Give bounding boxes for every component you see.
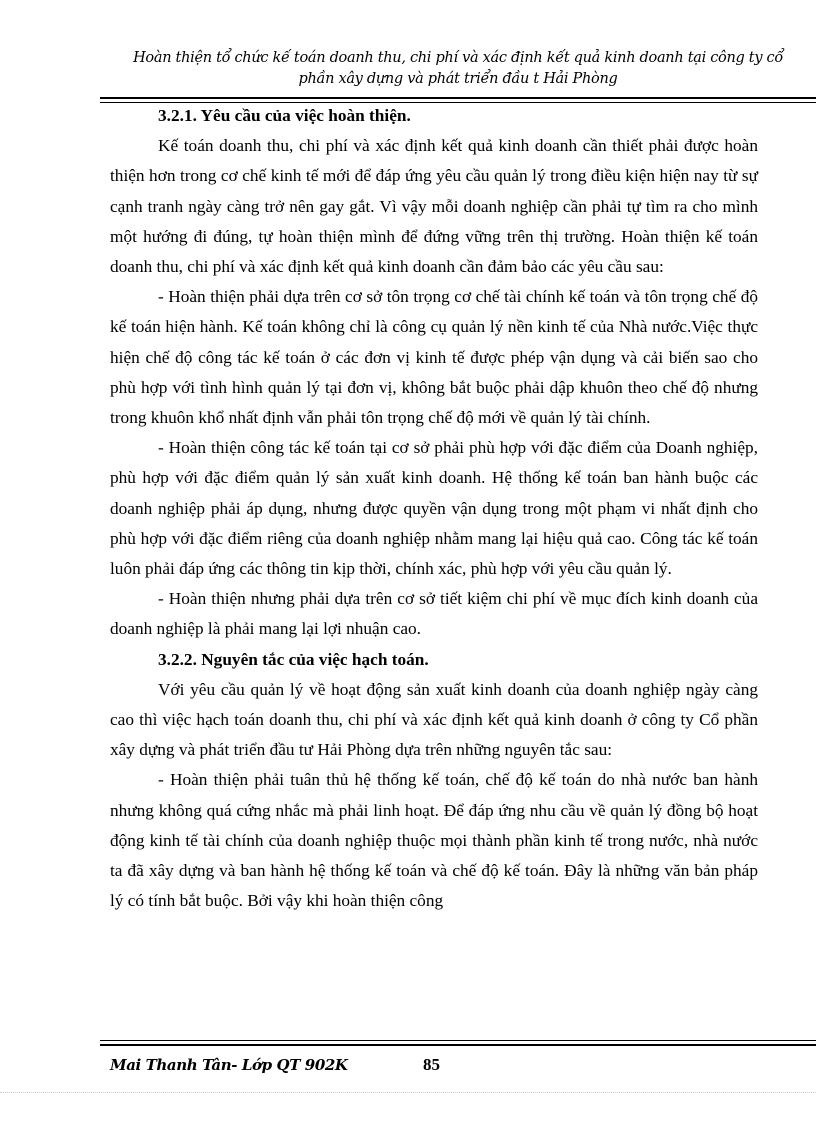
page-body bbox=[110, 101, 758, 916]
running-header bbox=[100, 48, 816, 90]
page-bottom-divider bbox=[0, 1092, 816, 1094]
paragraph: - Hoàn thiện công tác kế toán tại cơ sở phải phù hợp với đặc điểm của Doanh nghiệp, phù hợp với đặc điểm quản lý sản xuất kinh doanh. Hệ thống kế toán ban hành buộc các doanh nghiệp phải áp dụng, nhưng được quyền vận dụng trong một phạm vi nhất định cho phù hợp với đặc điểm riêng của doanh nghiệp nhằm mang lại hiệu quả cao. Công tác kế toán luôn phải đáp ứng các thông tin kịp thời, chính xác, phù hợp với yêu cầu quản lý. bbox=[110, 438, 758, 579]
section-heading-3-2-1: 3.2.1. Yêu cầu của việc hoàn thiện. bbox=[158, 106, 411, 125]
paragraph: - Hoàn thiện phải tuân thủ hệ thống kế toán, chế độ kế toán do nhà nước ban hành nhưng không quá cứng nhắc mà phải linh hoạt. Để đáp ứng nhu cầu về quản lý đồng bộ hoạt động kinh tế tài chính của doanh nghiệp thuộc mọi thành phần kinh tế trong nước, nhà nước ta đã xây dựng và ban hành hệ thống kế toán và chế độ kế toán. Đây là những văn bản pháp lý có tính bắt buộc. Bởi vậy khi hoàn thiện công bbox=[110, 770, 758, 911]
header-line-1: Hoàn thiện tổ chức kế toán doanh thu, chi phí và xác định kết quả kinh doanh tại công ty cổ bbox=[133, 50, 783, 66]
footer-rule-thin bbox=[100, 1040, 816, 1041]
paragraph: Kế toán doanh thu, chi phí và xác định kết quả kinh doanh cần thiết phải được hoàn thiện hơn trong cơ chế kinh tế mới để đáp ứng yêu cầu quản lý trong điều kiện hiện nay từ sự cạnh tranh ngày càng trở nên gay gắt. Vì vậy mỗi doanh nghiệp cần phải tự tìm ra cho mình một hướng đi đúng, tự hoàn thiện mình để đứng vững trên thị trường. Hoàn thiện kế toán doanh thu, chi phí và xác định kết quả kinh doanh cần đảm bảo các yêu cầu sau: bbox=[110, 136, 758, 277]
section-heading-3-2-2: 3.2.2. Nguyên tắc của việc hạch toán. bbox=[158, 649, 429, 669]
footer-author: Mai Thanh Tân- Lớp QT 902K bbox=[110, 1056, 348, 1074]
page-number: 85 bbox=[423, 1055, 440, 1074]
footer-rule-thick bbox=[100, 1044, 816, 1046]
paragraph: Với yêu cầu quản lý về hoạt động sản xuất kinh doanh của doanh nghiệp ngày càng cao thì việc hạch toán doanh thu, chi phí và xác định kết quả kinh doanh ở công ty Cổ phần xây dựng và phát triển đầu tư Hải Phòng dựa trên những nguyên tắc sau: bbox=[110, 679, 758, 760]
paragraph: - Hoàn thiện nhưng phải dựa trên cơ sở tiết kiệm chi phí về mục đích kinh doanh của doanh nghiệp là phải mang lại lợi nhuận cao. bbox=[110, 589, 758, 639]
header-line-2: phần xây dựng và phát triển đầu t Hải Phòng bbox=[298, 71, 618, 87]
paragraph: - Hoàn thiện phải dựa trên cơ sở tôn trọng cơ chế tài chính kế toán và tôn trọng chế độ kế toán hiện hành. Kế toán không chỉ là công cụ quản lý nền kinh tế của Nhà nước.Việc thực hiện chế độ công tác kế toán ở các đơn vị kinh tế được phép vận dụng và cải biến sao cho phù hợp với tình hình quản lý tại đơn vị, không bắt buộc phải dập khuôn theo chế độ nhưng trong khuôn khổ nhất định vẫn phải tôn trọng chế độ mới về quản lý tài chính. bbox=[110, 287, 758, 428]
header-rule-thick bbox=[100, 97, 816, 99]
